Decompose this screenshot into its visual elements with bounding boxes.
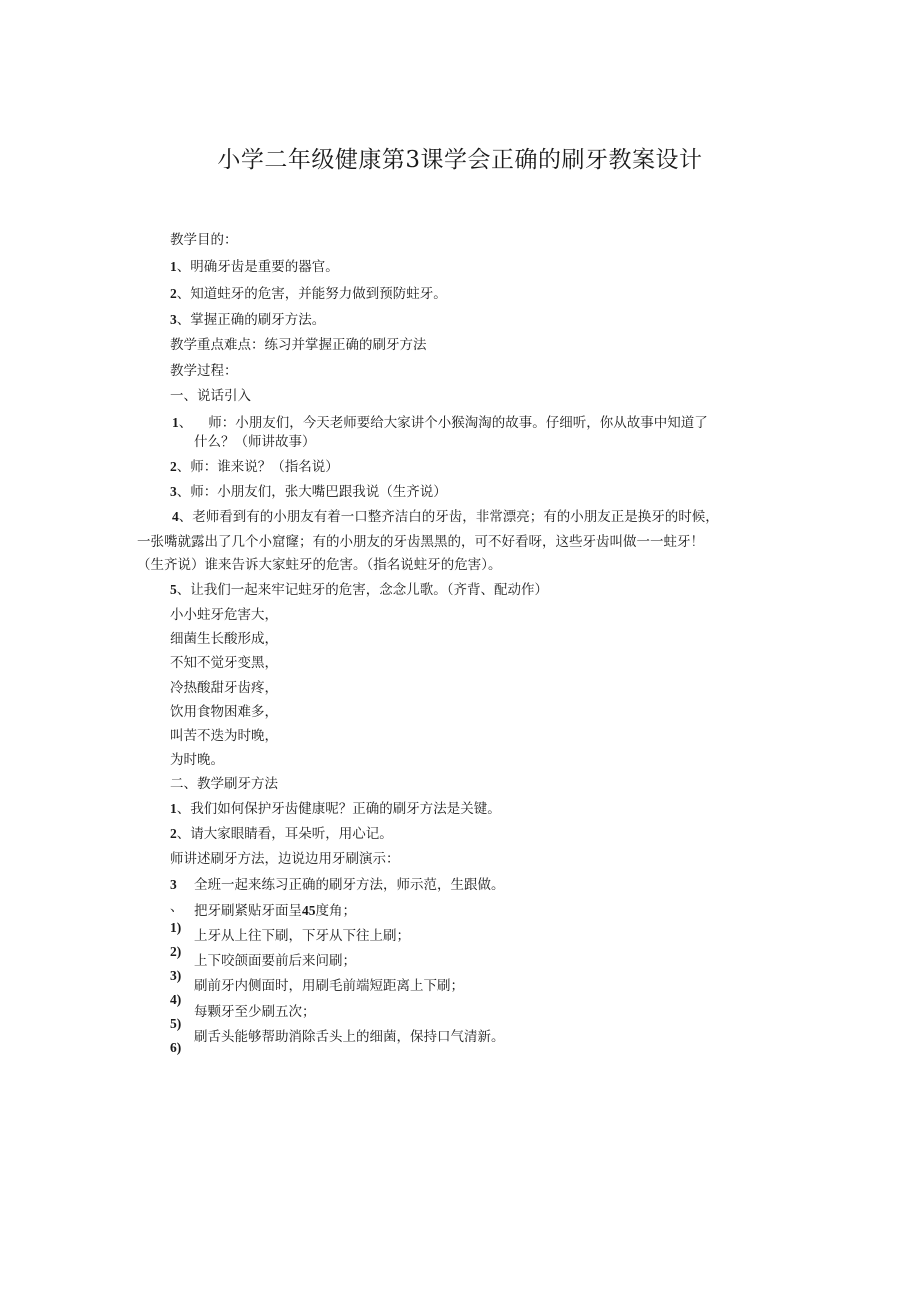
item-number: 2 — [170, 459, 177, 474]
item-number: 3 — [170, 484, 177, 499]
s1-item1-line1 — [172, 414, 708, 432]
item-number: 4 — [172, 509, 179, 524]
item-text: 师：小朋友们，今天老师要给大家讲个小猴淘淘的故事。仔细听，你从故事中知道了 — [208, 415, 708, 431]
document-title: 小学二年级健康第3课学会正确的刷牙教案设计 — [217, 147, 703, 173]
item-text: 、让我们一起来牢记蛀牙的危害，念念儿歌。（齐背、配动作） — [176, 582, 548, 598]
item-text: 、我们如何保护牙齿健康呢？正确的刷牙方法是关键。 — [176, 801, 501, 817]
objective-text: 、知道蛀牙的危害，并能努力做到预防蛀牙。 — [176, 286, 447, 302]
s1-item4-line3: （生齐说）谁来告诉大家蛀牙的危害。（指名说蛀牙的危害）。 — [137, 557, 502, 573]
item-number: 2 — [170, 826, 177, 841]
step-4: 刷前牙内侧面时，用刷毛前端短距离上下刷； — [194, 978, 464, 994]
objective-text: 、掌握正确的刷牙方法。 — [176, 312, 326, 328]
poem-line: 细菌生长酸形成， — [170, 631, 278, 647]
s2-item3-number: 3 — [170, 877, 177, 892]
s1-item4-line2: 一张嘴就露出了几个小窟窿；有的小朋友的牙齿黑黑的，可不好看呀，这些牙齿叫做一一蛀牙！ — [137, 534, 704, 550]
s2-item1 — [170, 800, 501, 818]
item-text: 、请大家眼睛看，耳朵听，用心记。 — [176, 826, 393, 842]
s1-item4-line1 — [172, 508, 719, 526]
poem-line: 冷热酸甜牙齿疼， — [170, 680, 278, 696]
objective-2 — [170, 285, 447, 303]
demo-line: 师讲述刷牙方法，边说边用牙刷演示： — [170, 851, 400, 867]
s2-item2 — [170, 825, 393, 843]
step-1 — [194, 902, 356, 920]
step-3: 上下咬颌面要前后来问刷； — [194, 953, 356, 969]
poem-line: 不知不觉牙变黑， — [170, 655, 278, 671]
step-text: 把牙刷紧贴牙面呈 — [194, 903, 302, 919]
s2-item3-separator: 、 — [170, 899, 184, 915]
objective-1 — [170, 258, 339, 276]
s1-item3 — [170, 483, 447, 501]
poem-line: 饮用食物困难多， — [170, 704, 278, 720]
process-heading: 教学过程： — [170, 363, 238, 379]
poem-line: 小小蛀牙危害大， — [170, 607, 278, 623]
section1-heading: 一、说话引入 — [170, 388, 251, 404]
s1-item2 — [170, 458, 339, 476]
item-text: 、师：小朋友们，张大嘴巴跟我说（生齐说） — [176, 484, 447, 500]
item-text: 、老师看到有的小朋友有着一口整齐洁白的牙齿，非常漂亮；有的小朋友正是换牙的时候， — [178, 509, 719, 525]
step-number: 5) — [170, 1016, 182, 1031]
step-number: 4) — [170, 992, 182, 1007]
step-5: 每颗牙至少刷五次； — [194, 1004, 316, 1020]
step-2: 上牙从上往下刷，下牙从下往上刷； — [194, 928, 410, 944]
objective-text: 、明确牙齿是重要的器官。 — [176, 259, 339, 275]
key-points: 教学重点难点：练习并掌握正确的刷牙方法 — [170, 337, 427, 353]
section2-heading: 二、教学刷牙方法 — [170, 776, 278, 792]
item-text: 、师：谁来说？（指名说） — [176, 459, 339, 475]
objective-3 — [170, 311, 325, 329]
step-number: 6) — [170, 1040, 182, 1055]
objective-number: 1 — [170, 259, 177, 274]
s1-item1-line2: 什么？（师讲故事） — [194, 434, 316, 450]
item-number: 5 — [170, 582, 177, 597]
step-number: 1) — [170, 920, 182, 935]
step-number: 3) — [170, 968, 182, 983]
item-number: 1 — [170, 801, 177, 816]
step-number: 2) — [170, 944, 182, 959]
objective-number: 2 — [170, 286, 177, 301]
s1-item5 — [170, 581, 548, 599]
poem-line: 为时晚。 — [170, 752, 224, 768]
angle-value: 45 — [302, 903, 316, 918]
step-6: 刷舌头能够帮助消除舌头上的细菌，保持口气清新。 — [194, 1029, 505, 1045]
objective-number: 3 — [170, 312, 177, 327]
poem-line: 叫苦不迭为时晚， — [170, 728, 278, 744]
s2-item3-text: 全班一起来练习正确的刷牙方法，师示范，生跟做。 — [194, 877, 505, 893]
item-separator: 、 — [178, 415, 193, 431]
objectives-heading: 教学目的： — [170, 232, 238, 248]
item-number: 1 — [172, 415, 179, 430]
step-text: 度角； — [315, 903, 356, 919]
